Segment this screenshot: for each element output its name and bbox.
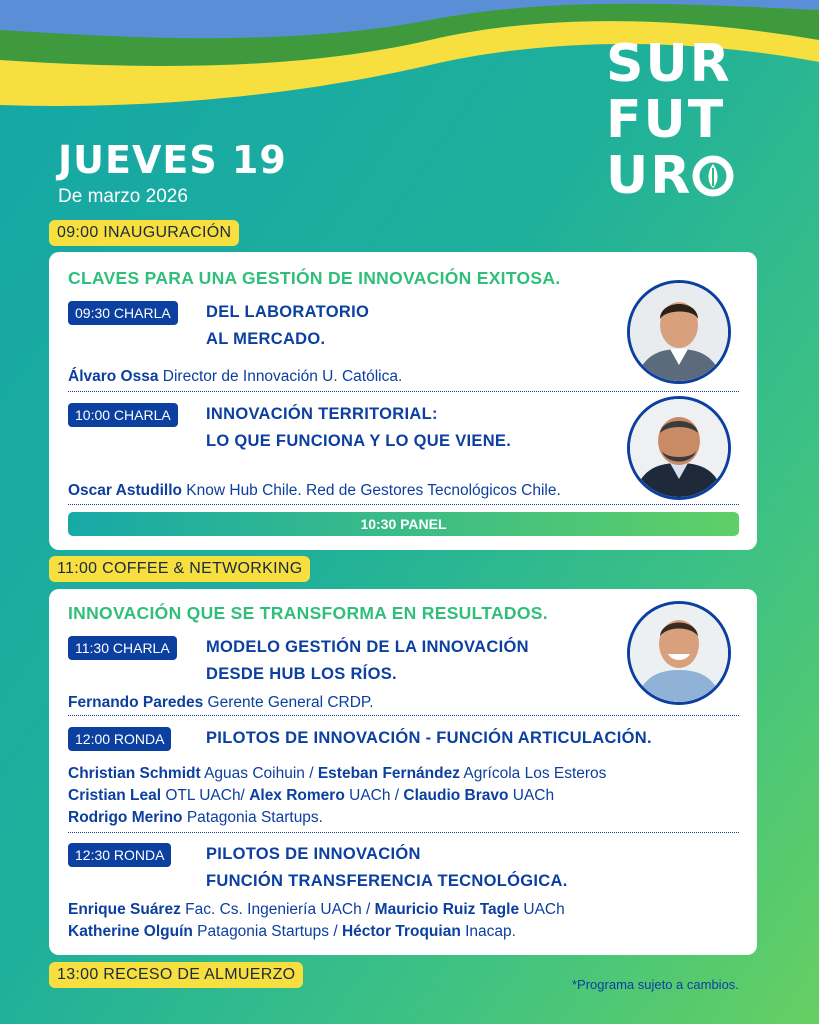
speaker-name: Mauricio Ruiz Tagle (374, 901, 520, 918)
logo-line-3-wrap (606, 148, 766, 204)
speaker-role: UACh / (344, 787, 404, 804)
speaker-1-avatar (630, 283, 728, 381)
talk-3-line-1: MODELO GESTIÓN DE LA INNOVACIÓN (206, 638, 529, 656)
leaf-icon (692, 154, 734, 198)
talk-3-title (206, 634, 529, 688)
speaker-role: Fac. Cs. Ingeniería UACh / (180, 901, 375, 918)
talk-3-speaker-role: Gerente General CRDP. (203, 694, 374, 711)
speakers-row (68, 807, 606, 829)
speaker-1-photo (627, 280, 731, 384)
talk-1-tag: 09:30 CHARLA (68, 301, 178, 325)
talk-2-line-1: INNOVACIÓN TERRITORIAL: (206, 405, 438, 423)
talk-4-title: PILOTOS DE INNOVACIÓN - FUNCIÓN ARTICULACIÓN. (206, 729, 652, 747)
speaker-role: Patagonia Startups. (182, 809, 323, 826)
coffee-pill: 11:00 COFFEE & NETWORKING (49, 556, 310, 582)
speaker-2-avatar (630, 399, 728, 497)
logo-line-2: FUT (606, 90, 726, 150)
talk-4-tag: 12:00 RONDA (68, 727, 171, 751)
speaker-role: OTL UACh/ (161, 787, 250, 804)
logo-line-3: UR (606, 146, 693, 206)
disclaimer-note: *Programa sujeto a cambios. (572, 977, 739, 992)
speaker-name: Christian Schmidt (68, 765, 201, 782)
talk-3-line-2: DESDE HUB LOS RÍOS. (206, 665, 397, 683)
block-2-card (49, 589, 757, 955)
talk-5-line-1: PILOTOS DE INNOVACIÓN (206, 845, 421, 863)
talk-3-speaker-name: Fernando Paredes (68, 694, 204, 711)
talk-2-speaker-name: Oscar Astudillo (68, 482, 182, 499)
speaker-3-photo (627, 601, 731, 705)
speakers-row (68, 785, 606, 807)
speaker-name: Enrique Suárez (68, 901, 181, 918)
logo-line-1: SUR (606, 34, 732, 94)
talk-4-speakers (68, 763, 606, 829)
block-1-title: CLAVES PARA UNA GESTIÓN DE INNOVACIÓN EXITOSA. (68, 268, 561, 288)
speaker-3-avatar (630, 604, 728, 702)
talk-5-tag: 12:30 RONDA (68, 843, 171, 867)
speakers-row (68, 921, 565, 943)
lunch-pill: 13:00 RECESO DE ALMUERZO (49, 962, 303, 988)
talk-1-line-2: AL MERCADO. (206, 330, 326, 348)
event-month: De marzo 2026 (58, 186, 188, 207)
talk-2-line-2: LO QUE FUNCIONA Y LO QUE VIENE. (206, 432, 512, 450)
block-1-card (49, 252, 757, 550)
talk-1-speaker (68, 366, 402, 388)
speaker-name: Esteban Fernández (317, 765, 460, 782)
speaker-role: Inacap. (460, 923, 516, 940)
talk-5-speakers (68, 899, 565, 943)
speaker-name: Cristian Leal (68, 787, 162, 804)
speaker-name: Héctor Troquian (341, 923, 461, 940)
panel-bar: 10:30 PANEL (68, 512, 739, 536)
speakers-row (68, 899, 565, 921)
divider (68, 391, 739, 392)
talk-5-line-2: FUNCIÓN TRANSFERENCIA TECNOLÓGICA. (206, 872, 568, 890)
block-2-title: INNOVACIÓN QUE SE TRANSFORMA EN RESULTADOS. (68, 603, 548, 623)
speaker-role: Aguas Coihuin / (200, 765, 318, 782)
talk-3-speaker (68, 692, 374, 714)
talk-1-title (206, 299, 369, 353)
talk-5-title (206, 841, 568, 895)
opening-pill: 09:00 INAUGURACIÓN (49, 220, 239, 246)
talk-1-speaker-role: Director de Innovación U. Católica. (158, 368, 403, 385)
surfuturo-logo (606, 36, 766, 204)
speakers-row (68, 763, 606, 785)
talk-3-tag: 11:30 CHARLA (68, 636, 177, 660)
event-day: JUEVES 19 (58, 138, 287, 182)
speaker-role: Agrícola Los Esteros (459, 765, 607, 782)
speaker-name: Katherine Olguín (68, 923, 193, 940)
divider (68, 715, 739, 716)
speaker-name: Claudio Bravo (403, 787, 509, 804)
divider (68, 832, 739, 833)
speaker-name: Rodrigo Merino (68, 809, 183, 826)
speaker-role: Patagonia Startups / (192, 923, 342, 940)
talk-2-title (206, 401, 511, 455)
talk-2-tag: 10:00 CHARLA (68, 403, 178, 427)
divider (68, 504, 739, 505)
speaker-role: UACh (508, 787, 555, 804)
talk-1-speaker-name: Álvaro Ossa (68, 368, 159, 385)
speaker-name: Alex Romero (249, 787, 345, 804)
talk-1-line-1: DEL LABORATORIO (206, 303, 370, 321)
talk-2-speaker-role: Know Hub Chile. Red de Gestores Tecnológicos Chile. (181, 482, 561, 499)
talk-2-speaker (68, 480, 561, 502)
speaker-role: UACh (519, 901, 565, 918)
speaker-2-photo (627, 396, 731, 500)
